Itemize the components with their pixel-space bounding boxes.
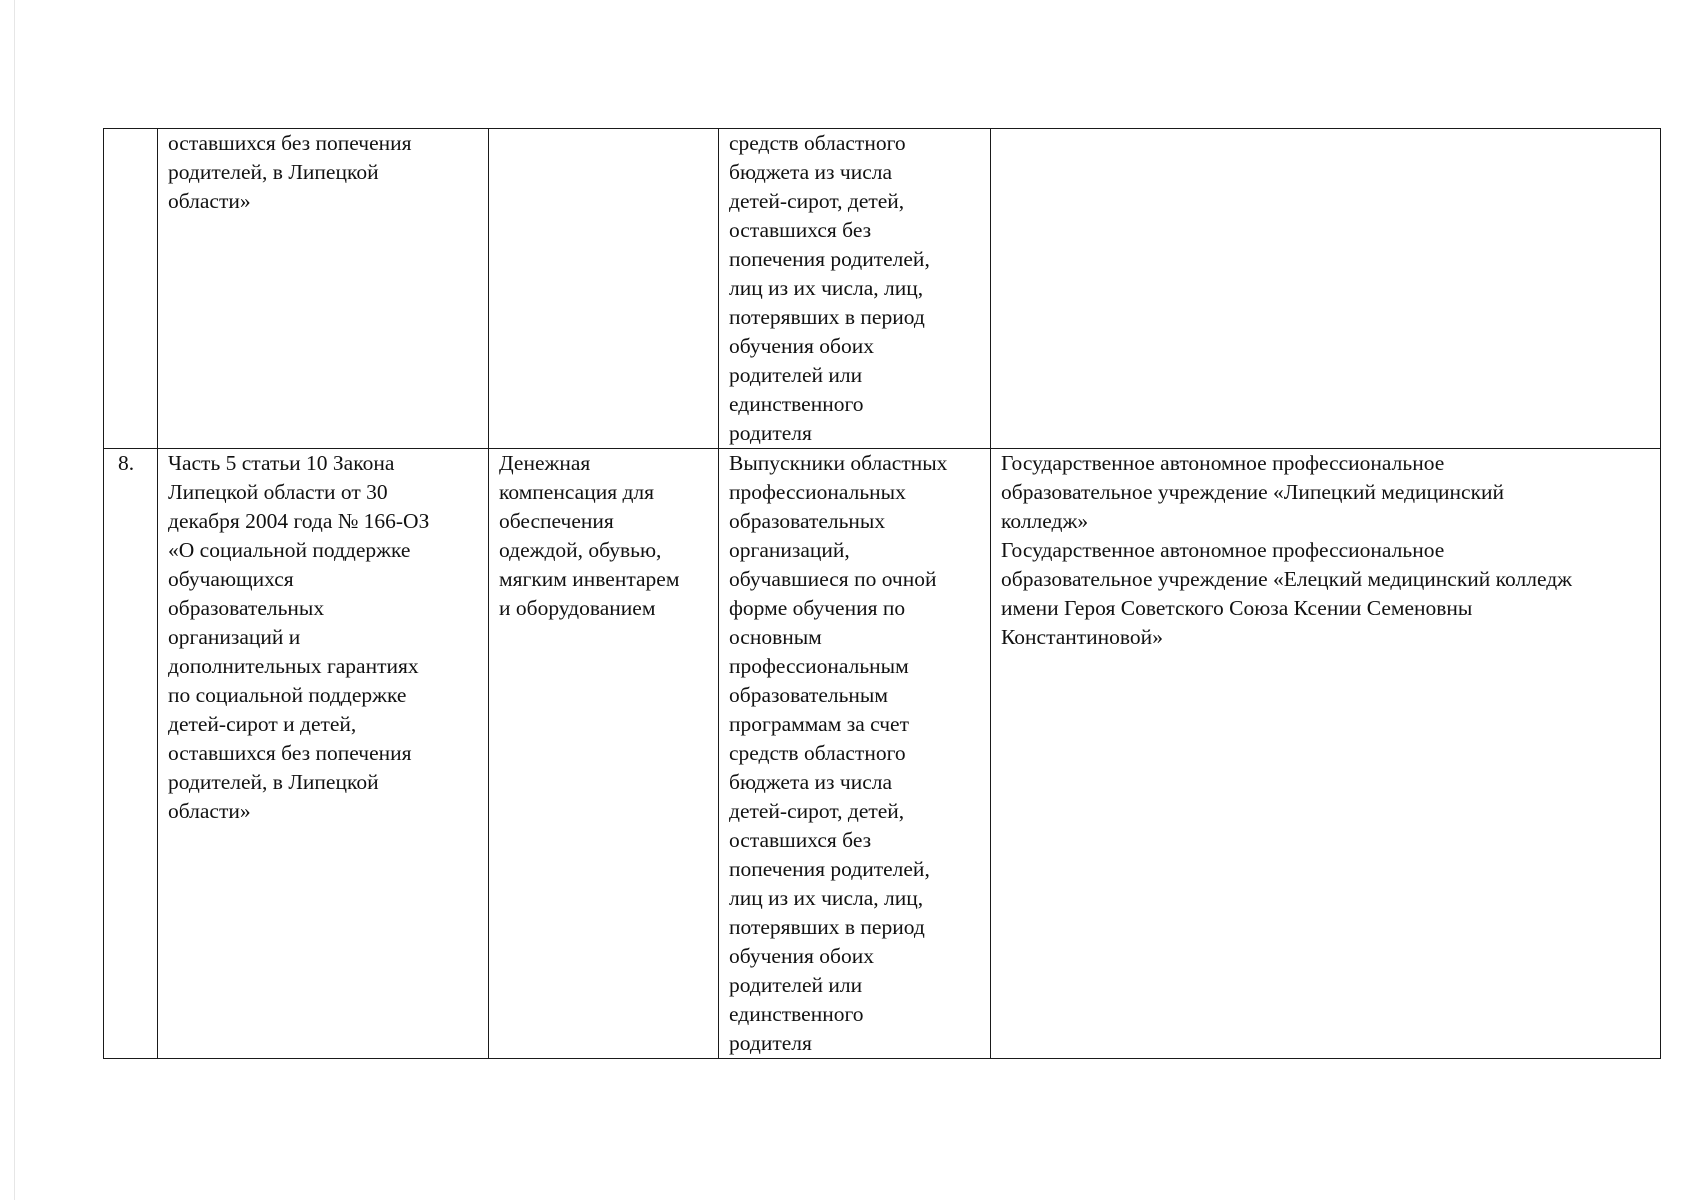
legal-basis-text: оставшихся без попечения родителей, в Липецкой области» — [168, 131, 412, 213]
recipients-cell — [719, 129, 991, 449]
legal-basis-cell — [158, 129, 489, 449]
document-table — [103, 128, 1661, 1059]
row-number-cell — [104, 129, 158, 449]
row-number-cell — [104, 449, 158, 1059]
measure-text: Денежная компенсация для обеспечения одеждой, обувью, мягким инвентарем и оборудованием — [499, 451, 680, 620]
recipients-text: средств областного бюджета из числа детей-сирот, детей, оставшихся без попечения родителей, лиц из их числа, лиц, потерявших в период обучения обоих родителей или единственного родителя — [729, 131, 930, 445]
organizations-cell — [991, 129, 1661, 449]
recipients-cell — [719, 449, 991, 1059]
table-row — [104, 129, 1661, 449]
legal-basis-text: Часть 5 статьи 10 Закона Липецкой области от 30 декабря 2004 года № 166-ОЗ «О социальной поддержке обучающихся образовательных организаций и дополнительных гарантиях по социальной поддержке детей-сирот и детей, оставшихся без попечения родителей, в Липецкой области» — [168, 451, 430, 823]
measure-cell — [489, 129, 719, 449]
row-number: 8. — [118, 451, 135, 475]
recipients-text: Выпускники областных профессиональных образовательных организаций, обучавшиеся по очной форме обучения по основным профессиональным образовательным программам за счет средств областного бюджета из числа детей-сирот, детей, оставшихся без попечения родителей, лиц из их числа, лиц, потерявших в период обучения обоих родителей или единственного родителя — [729, 451, 948, 1055]
organization-name: Государственное автономное профессиональное образовательное учреждение «Липецкий медицинский колледж» — [1001, 451, 1505, 533]
measure-cell — [489, 449, 719, 1059]
organizations-cell — [991, 449, 1661, 1059]
table-row — [104, 449, 1661, 1059]
organization-name: Государственное автономное профессиональное образовательное учреждение «Елецкий медицинский колледж имени Героя Советского Союза Ксении Семеновны Константиновой» — [1001, 538, 1573, 649]
scan-edge-line — [14, 0, 15, 1200]
legal-basis-cell — [158, 449, 489, 1059]
